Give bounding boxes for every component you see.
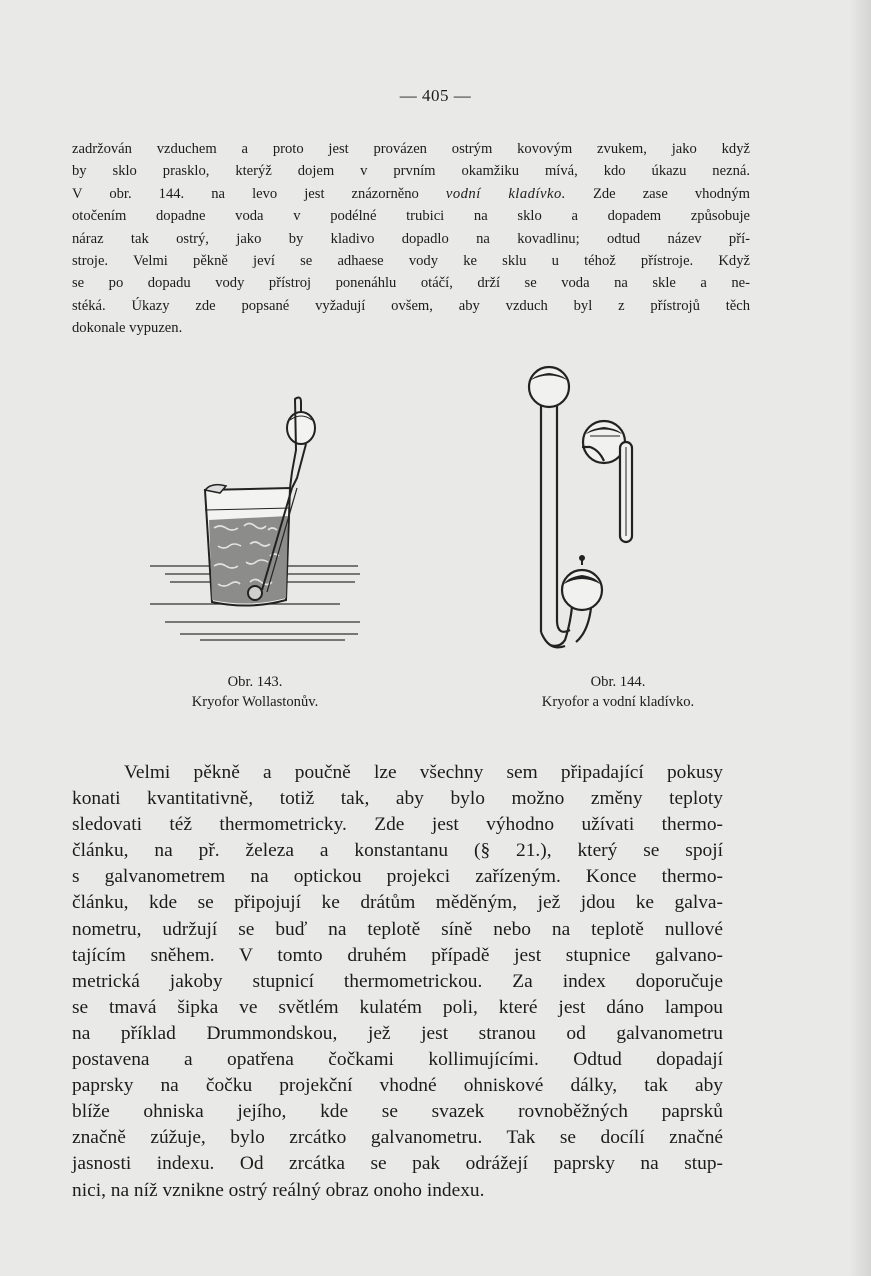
- text-line: otočením dopadne voda v podélné trubici na sklo a dopadem způsobuje: [72, 208, 750, 225]
- text-line-head: V obr. 144. na levo jest znázorněno: [72, 185, 446, 202]
- cryophorus-tube: [582, 421, 632, 542]
- text-line: by sklo prasklo, kterýž dojem v prvním okamžiku mívá, kdo úkazu nezná.: [72, 163, 750, 180]
- text-line-tail: Zde zase vhodným: [565, 185, 750, 202]
- text-line: stéká. Úkazy zde popsané vyžadují ovšem, aby vzduch byl z přístrojů těch: [72, 297, 750, 314]
- text-line: značně zúžuje, bylo zrcátko galvanometru. Tak se docílí značné: [72, 1127, 723, 1149]
- text-line: článku, kde se připojují ke drátům měděným, jež jdou ke galva-: [72, 892, 723, 914]
- text-line: zadržován vzduchem a proto jest provázen ostrým kovovým zvukem, jako když: [72, 141, 750, 157]
- text-line: Velmi pěkně a poučně lze všechny sem připadající pokusy: [124, 762, 723, 783]
- italic-term: vodní kladívko.: [445, 185, 566, 202]
- text-line: se tmavá šipka ve světlém kulatém poli, které jest dáno lampou: [72, 996, 723, 1018]
- figure-144-number: Obr. 144.: [590, 674, 646, 690]
- text-line: stroje. Velmi pěkně jeví se adhaese vody ke sklu u téhož přístroje. Když: [72, 253, 750, 270]
- text-line: blíže ohniska jejího, kde se svazek rovnoběžných paprsků: [72, 1101, 723, 1123]
- text-line: s galvanometrem na optickou projekci zařízeným. Konce thermo-: [72, 866, 723, 888]
- text-line: nici, na níž vznikne ostrý reálný obraz onoho indexu.: [72, 1179, 485, 1201]
- text-line: článku, na př. železa a konstantanu (§ 21.), který se spojí: [72, 840, 723, 862]
- text-line: dokonale vypuzen.: [72, 320, 183, 337]
- text-line: konati kvantitativně, totiž tak, aby bylo možno změny teploty: [72, 788, 723, 810]
- text-line: nometru, udržují se buď na teplotě síně nebo na teplotě nullové: [72, 918, 723, 940]
- text-line: postavena a opatřena čočkami kollimujícími. Odtud dopadají: [72, 1049, 723, 1071]
- text-line: paprsky na čočku projekční vhodné ohniskové dálky, tak aby: [72, 1075, 723, 1097]
- figure-144-caption: [478, 672, 758, 712]
- text-line: náraz tak ostrý, jako by kladivo dopadlo na kovadlinu; odtud název pří-: [72, 230, 750, 247]
- text-line: se po dopadu vody přístroj ponenáhlu otáčí, drží se voda na skle a ne-: [72, 275, 750, 292]
- figure-143-caption: [150, 672, 360, 712]
- figure-143-title: Kryofor Wollastonův.: [191, 694, 319, 710]
- page-number: — 405 —: [399, 86, 472, 105]
- water-hammer-tube: [529, 367, 570, 647]
- figure-144-title: Kryofor a vodní kladívko.: [541, 694, 695, 710]
- text-line: na příklad Drummondskou, jež jest stranou od galvanometru: [72, 1022, 723, 1044]
- main-paragraph: [72, 760, 723, 1204]
- figure-143-number: Obr. 143.: [227, 674, 283, 690]
- text-line: tajícím sněhem. V tomto druhém případě jest stupnice galvano-: [72, 944, 723, 966]
- text-line: sledovati též thermometricky. Zde jest výhodno užívati thermo-: [72, 814, 723, 836]
- text-line: jasnosti indexu. Od zrcátka se pak odrážejí paprsky na stup-: [72, 1153, 723, 1175]
- text-line: metrická jakoby stupnicí thermometrickou. Za index doporučuje: [72, 970, 723, 992]
